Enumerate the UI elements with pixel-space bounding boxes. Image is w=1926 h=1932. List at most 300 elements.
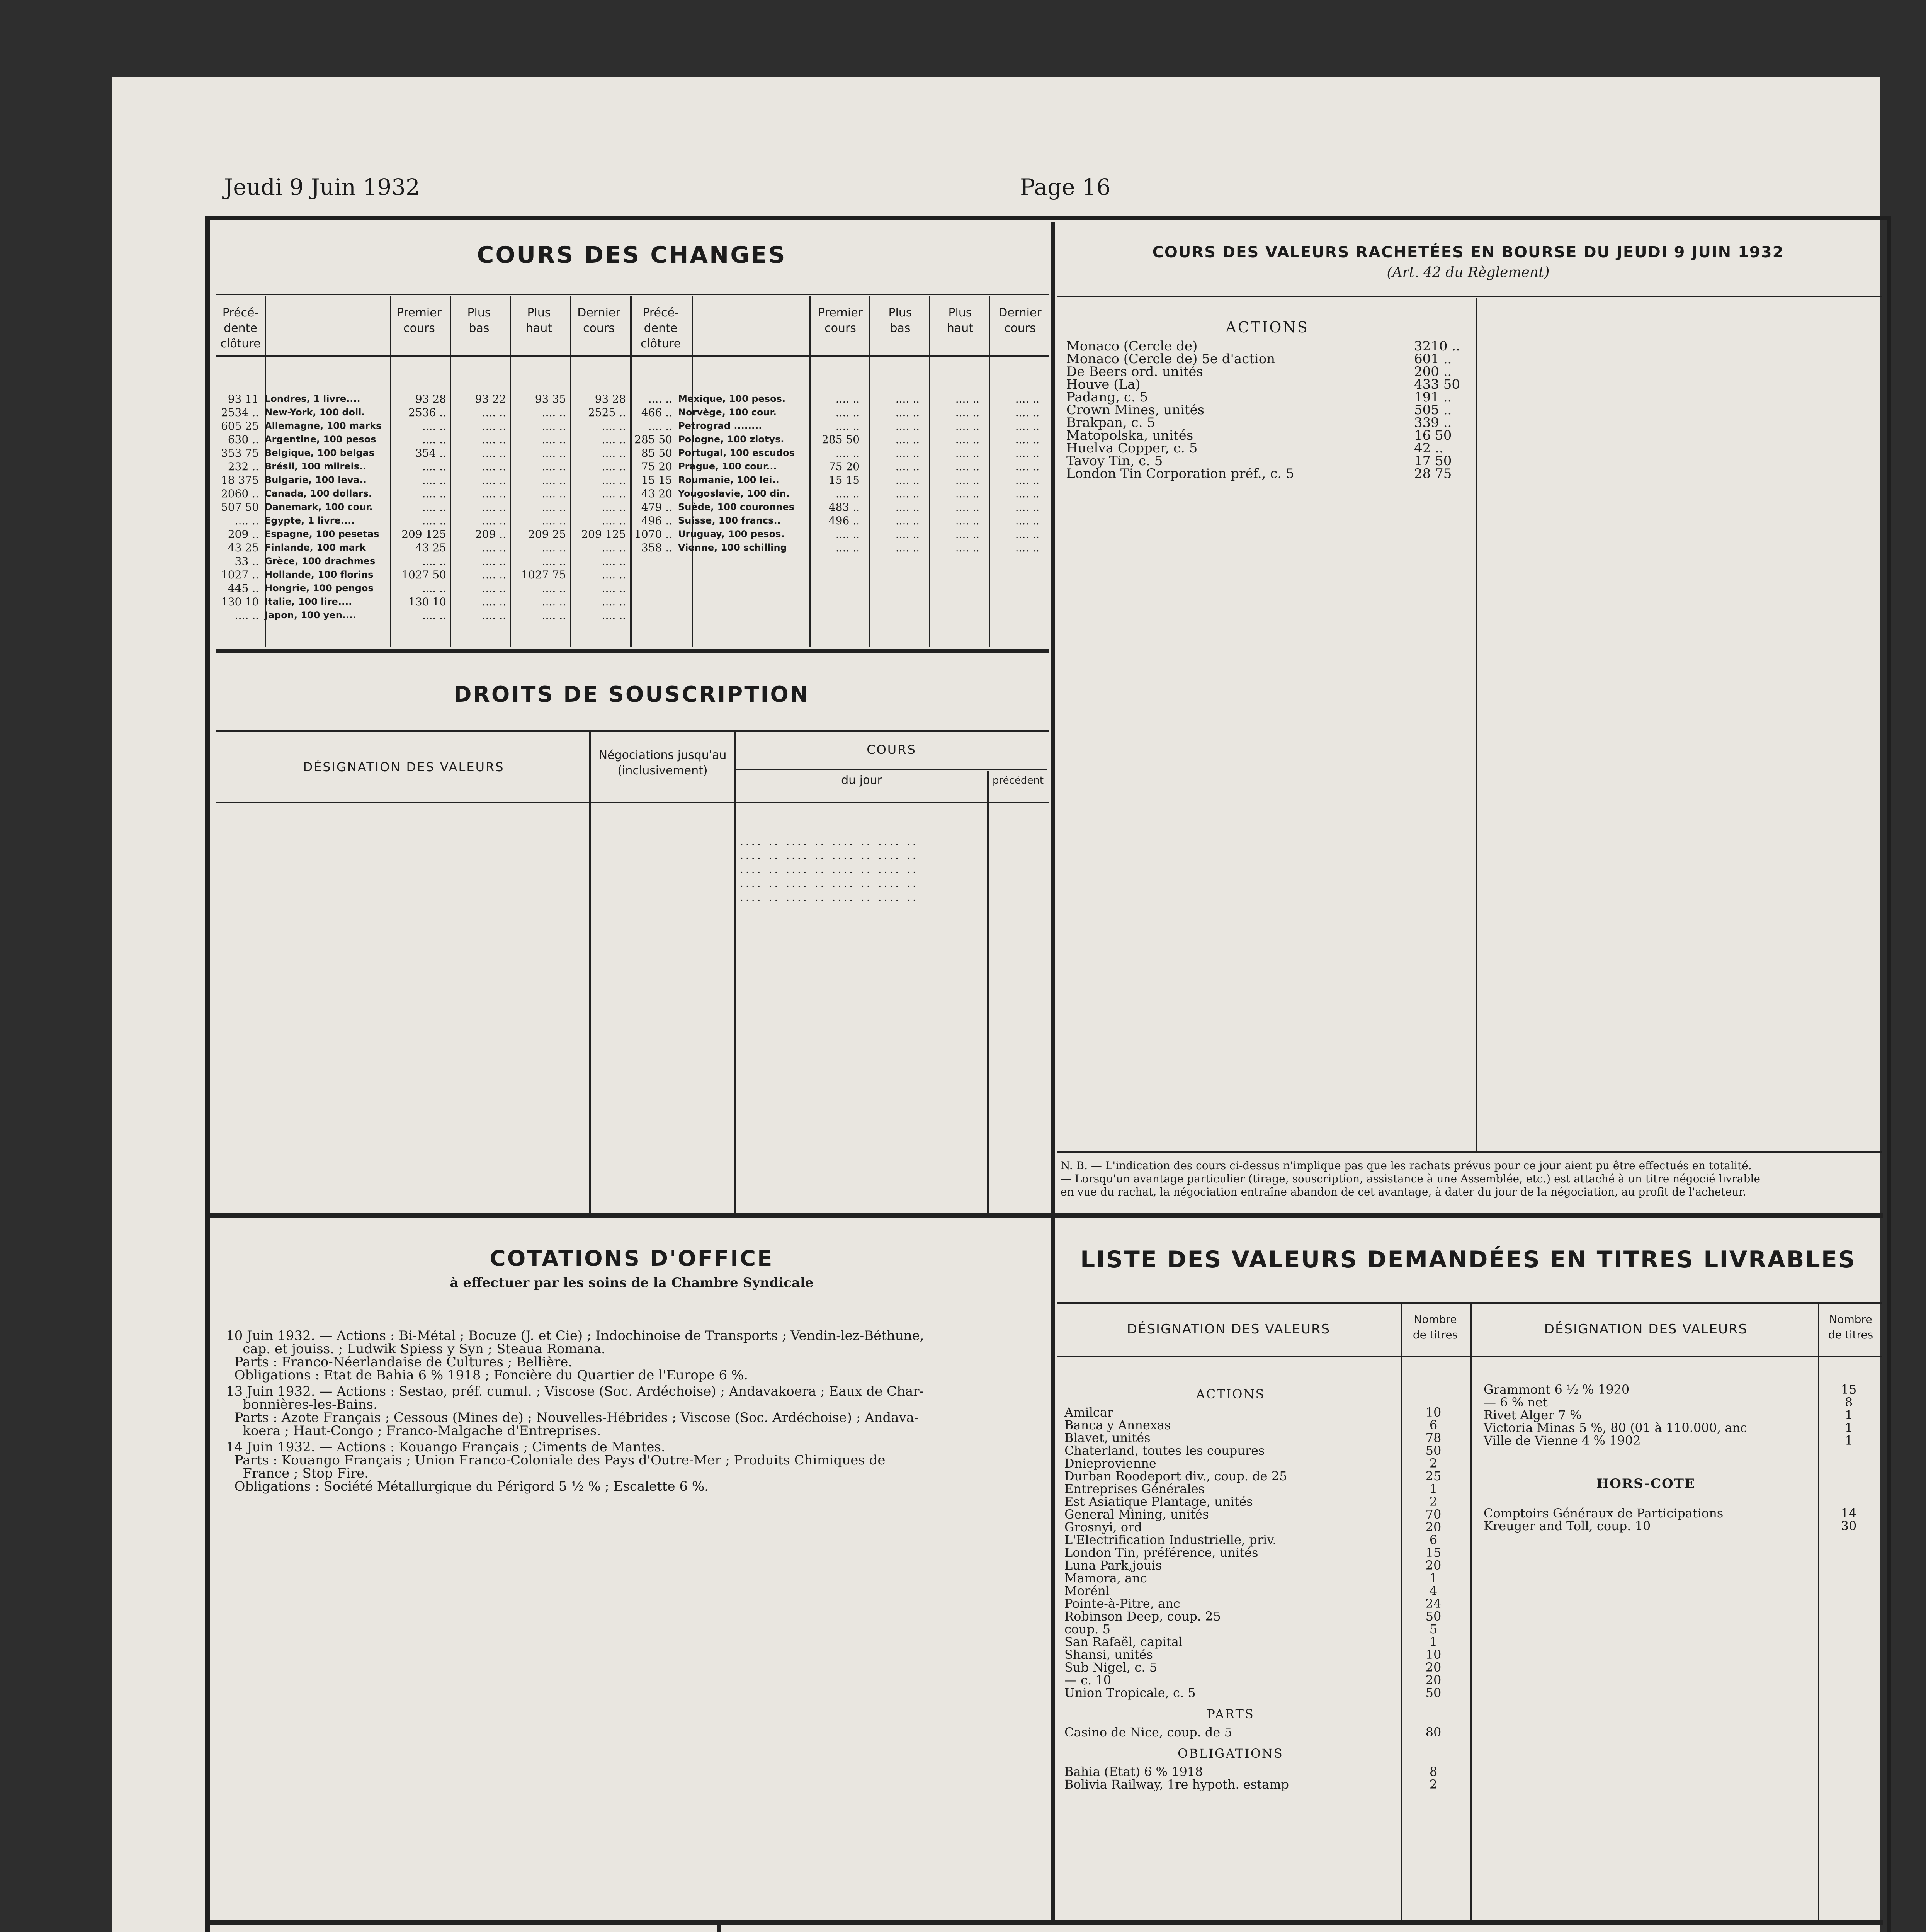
changes-cell: 285 50 (822, 433, 860, 446)
liste-name: Blavet, unités (1064, 1430, 1151, 1445)
cotation-paragraph: 10 Juin 1932. — Actions : Bi-Métal ; Bocuze (J. et Cie) ; Indochinoise de Transports ; Vendin-lez-Béthune, cap. et jouiss. ; Ludwik Spiess y Syn ; Steaua Romana. Parts : Franco-Néerlandaise de Cultures ; Bellière. Obligations : Etat de Bahia 6 % 1918 ; Foncière du Quartier de l'Europe 6 %. (226, 1328, 924, 1383)
rachetee-price: 339 .. (1414, 415, 1452, 430)
liste-section-heading: ACTIONS (1196, 1387, 1265, 1401)
liste-name: Comptoirs Généraux de Participations (1484, 1506, 1724, 1520)
changes-cell: Suède, 100 couronnes (678, 502, 794, 512)
liste-count: 8 (1429, 1764, 1438, 1779)
changes-cell: 605 25 (221, 420, 259, 432)
changes-cell: .... .. (602, 501, 626, 514)
changes-cell: .... .. (955, 474, 979, 486)
liste-count: 10 (1425, 1405, 1442, 1420)
changes-cell: 483 .. (828, 501, 860, 514)
changes-cell: .... .. (482, 406, 506, 419)
changes-cell: 209 .. (228, 528, 259, 541)
liste-left-rows (1064, 1379, 1442, 1792)
table-row (1064, 1685, 1442, 1700)
col-head-premier: Premier cours (396, 306, 442, 335)
liste-name: Chaterland, toutes les coupures (1064, 1443, 1265, 1458)
changes-cell: .... .. (895, 406, 920, 419)
cotations-subtitle: à effectuer par les soins de la Chambre Syndicale (450, 1275, 814, 1291)
liste-count: 6 (1429, 1532, 1438, 1547)
changes-cell: .... .. (422, 420, 446, 432)
rachetee-name: Padang, c. 5 (1066, 389, 1148, 405)
rachetees-note: N. B. — L'indication des cours ci-dessus n'implique pas que les rachats prévus pour ce jour aient pu être effectués en totalité. — Lorsqu'un avantage particulier (tirage, souscription, assistance à une Assemblée, etc.) est attaché à un titre négocié livrable en vue du rachat, la négociation entraîne abandon de cet avantage, à dater du jour de la négociation, au profit de l'acheteur. (1061, 1159, 1760, 1198)
liste-name: Luna Park,jouis (1064, 1558, 1162, 1573)
changes-cell: 43 20 (641, 487, 672, 500)
liste-count: 15 (1841, 1382, 1857, 1397)
liste-col-designation-left: DÉSIGNATION DES VALEURS (1127, 1321, 1331, 1337)
changes-cell: .... .. (602, 568, 626, 581)
rachetee-name: De Beers ord. unités (1066, 364, 1203, 379)
changes-cell: Prague, 100 cour... (678, 461, 777, 472)
changes-cell: .... .. (835, 406, 860, 419)
changes-cell: 93 35 (535, 393, 566, 405)
changes-cell: .... .. (422, 501, 446, 514)
changes-cell: 18 375 (221, 474, 259, 486)
col-head-plus-haut-right: Plus haut (947, 306, 974, 335)
changes-cell: 1027 .. (221, 568, 259, 581)
changes-cell: .... .. (542, 541, 566, 554)
changes-cell: Bulgarie, 100 leva.. (265, 474, 367, 485)
changes-cell: .... .. (895, 514, 920, 527)
changes-cell: 43 25 (228, 541, 259, 554)
changes-cell: .... .. (422, 460, 446, 473)
changes-cell: .... .. (835, 420, 860, 432)
liste-name: Robinson Deep, coup. 25 (1064, 1609, 1221, 1624)
col-head-plus-haut: Plus haut (525, 306, 552, 335)
changes-cell: 479 .. (641, 501, 672, 514)
liste-count: 80 (1425, 1725, 1442, 1740)
col-head-precedente-right: Précé- dente clôture (640, 306, 681, 350)
rachetee-price: 16 50 (1414, 428, 1452, 443)
changes-cell: Belgique, 100 belgas (265, 447, 375, 458)
liste-name: Morénl (1064, 1583, 1110, 1598)
liste-count: 6 (1429, 1418, 1438, 1432)
changes-cell: .... .. (955, 541, 979, 554)
rachetee-price: 601 .. (1414, 351, 1452, 367)
changes-cell: .... .. (482, 609, 506, 622)
changes-cell: Brésil, 100 milreis.. (265, 461, 367, 472)
changes-cell: 15 15 (641, 474, 672, 486)
liste-name: Amilcar (1064, 1405, 1113, 1420)
changes-cell: .... .. (835, 447, 860, 459)
rachetee-name: Huelva Copper, c. 5 (1066, 440, 1198, 456)
changes-cell: 445 .. (228, 582, 259, 595)
changes-cell: .... .. (422, 609, 446, 622)
liste-name: Banca y Annexas (1064, 1418, 1171, 1432)
droits-title: DROITS DE SOUSCRIPTION (454, 682, 810, 707)
liste-name: — 6 % net (1484, 1395, 1548, 1410)
changes-cell: 75 20 (641, 460, 672, 473)
changes-cell: .... .. (955, 393, 979, 405)
table-row (1064, 1777, 1438, 1792)
cotation-paragraph: 13 Juin 1932. — Actions : Sestao, préf. cumul. ; Viscose (Soc. Ardéchoise) ; Andavakoera ; Eaux de Char- bonnières-les-Bains. Parts : Azote Français ; Cessous (Mines de) ; Nouvelles-Hébrides ; Viscose (Soc. Ardéchoise) ; Andava- koera ; Haut-Congo ; Franco-Malgache d'Entreprises. (226, 1384, 924, 1439)
table-row (1064, 1469, 1442, 1483)
changes-cell: .... .. (1015, 474, 1039, 486)
table-row (1064, 1558, 1442, 1573)
rachetee-price: 433 50 (1414, 377, 1460, 392)
changes-cell: .... .. (542, 514, 566, 527)
liste-count: 1 (1844, 1408, 1853, 1422)
liste-section-heading: OBLIGATIONS (1178, 1746, 1283, 1761)
cotations-title: COTATIONS D'OFFICE (490, 1246, 774, 1271)
changes-cell: .... .. (1015, 487, 1039, 500)
rachetee-name: Crown Mines, unités (1066, 402, 1205, 418)
changes-cell: .... .. (602, 541, 626, 554)
changes-cell: .... .. (1015, 433, 1039, 446)
changes-cell: Suisse, 100 francs.. (678, 515, 781, 526)
changes-title: COURS DES CHANGES (477, 242, 787, 269)
changes-cell: .... .. (895, 420, 920, 432)
changes-cell: .... .. (955, 420, 979, 432)
col-head-plus-bas: Plus bas (467, 306, 491, 335)
changes-cell: 496 .. (641, 514, 672, 527)
changes-cell: .... .. (955, 460, 979, 473)
changes-cell: .... .. (422, 514, 446, 527)
liste-count: 1 (1429, 1481, 1438, 1496)
rachetee-name: Brakpan, c. 5 (1066, 415, 1155, 430)
changes-cell: .... .. (895, 474, 920, 486)
changes-cell: .... .. (1015, 514, 1039, 527)
changes-cell: 130 10 (221, 595, 259, 608)
changes-cell: .... .. (602, 474, 626, 486)
changes-cell: 466 .. (641, 406, 672, 419)
liste-name: San Rafaël, capital (1064, 1634, 1183, 1649)
changes-cell: Japon, 100 yen.... (265, 610, 357, 621)
col-head-precedente: Précé- dente clôture (220, 306, 261, 350)
changes-cell: .... .. (648, 393, 672, 405)
col-head-premier-right: Premier cours (818, 306, 863, 335)
changes-cell: .... .. (422, 582, 446, 595)
liste-name: L'Electrification Industrielle, priv. (1064, 1532, 1277, 1547)
rachetees-title: COURS DES VALEURS RACHETÉES EN BOURSE DU JEUDI 9 JUIN 1932 (1152, 243, 1784, 261)
table-row (1064, 1596, 1442, 1611)
liste-count: 20 (1425, 1558, 1442, 1573)
liste-name: Bahia (Etat) 6 % 1918 (1064, 1764, 1203, 1779)
liste-name: General Mining, unités (1064, 1507, 1209, 1522)
changes-cell: 93 22 (475, 393, 506, 405)
changes-cell: .... .. (895, 487, 920, 500)
liste-count: 4 (1429, 1583, 1438, 1598)
liste-count: 50 (1425, 1443, 1442, 1458)
changes-cell: Mexique, 100 pesos. (678, 393, 785, 404)
liste-col-designation-right: DÉSIGNATION DES VALEURS (1544, 1321, 1748, 1337)
changes-cell: .... .. (542, 609, 566, 622)
liste-count: 2 (1429, 1494, 1438, 1509)
rachetee-name: Monaco (Cercle de) (1066, 338, 1198, 354)
changes-cell: .... .. (602, 460, 626, 473)
changes-cell: .... .. (422, 555, 446, 568)
rachetee-price: 191 .. (1414, 389, 1452, 405)
liste-count: 50 (1425, 1609, 1442, 1624)
changes-cell: .... .. (895, 501, 920, 514)
liste-count: 1 (1429, 1571, 1438, 1585)
changes-cell: 43 25 (415, 541, 446, 554)
liste-name: — c. 10 (1064, 1673, 1112, 1687)
changes-cell: .... .. (602, 433, 626, 446)
table-row (1064, 1481, 1438, 1496)
changes-cell: .... .. (542, 555, 566, 568)
liste-section-heading: PARTS (1207, 1707, 1255, 1721)
changes-cell: Egypte, 1 livre.... (265, 515, 355, 526)
droits-col-designation: DÉSIGNATION DES VALEURS (303, 760, 505, 774)
table-row (1064, 1494, 1438, 1509)
table-row (1064, 1647, 1442, 1662)
liste-count: 10 (1425, 1647, 1442, 1662)
liste-col-nombre-right: Nombre de titres (1828, 1313, 1873, 1341)
page-number: Page 16 (1020, 174, 1111, 200)
changes-cell: .... .. (835, 528, 860, 541)
liste-name: Grammont 6 ½ % 1920 (1484, 1382, 1630, 1397)
changes-cell: .... .. (602, 595, 626, 608)
liste-count: 30 (1841, 1519, 1857, 1533)
changes-cell: Italie, 100 lire.... (265, 596, 352, 607)
liste-name: Kreuger and Toll, coup. 10 (1484, 1519, 1651, 1533)
changes-cell: .... .. (482, 420, 506, 432)
changes-cell: .... .. (895, 447, 920, 459)
changes-cell: .... .. (895, 433, 920, 446)
changes-cell: .... .. (602, 514, 626, 527)
liste-title: LISTE DES VALEURS DEMANDÉES EN TITRES LIVRABLES (1080, 1246, 1856, 1273)
table-row (1064, 1725, 1442, 1740)
rachetee-name: Houve (La) (1066, 377, 1141, 392)
liste-name: Entreprises Générales (1064, 1481, 1205, 1496)
rachetees-section: ACTIONS (1226, 319, 1309, 336)
liste-count: 78 (1425, 1430, 1442, 1445)
changes-cell: 130 10 (408, 595, 446, 608)
changes-cell: .... .. (482, 487, 506, 500)
changes-cell: .... .. (542, 595, 566, 608)
changes-cell: .... .. (482, 447, 506, 459)
changes-cell: .... .. (542, 433, 566, 446)
col-head-dernier-right: Dernier cours (998, 306, 1042, 335)
changes-cell: 496 .. (828, 514, 860, 527)
changes-cell: Norvège, 100 cour. (678, 407, 777, 418)
changes-cell: .... .. (602, 447, 626, 459)
changes-cell: .... .. (482, 582, 506, 595)
liste-name: Sub Nigel, c. 5 (1064, 1660, 1158, 1675)
changes-cell: 209 25 (528, 528, 566, 541)
liste-count: 14 (1841, 1506, 1857, 1520)
changes-cell: .... .. (422, 487, 446, 500)
liste-count: 1 (1429, 1634, 1438, 1649)
changes-cell: .... .. (602, 582, 626, 595)
changes-cell: New-York, 100 doll. (265, 407, 365, 418)
changes-cell: 232 .. (228, 460, 259, 473)
changes-cell: Argentine, 100 pesos (265, 434, 376, 445)
changes-cell: .... .. (602, 555, 626, 568)
changes-cell: 507 50 (221, 501, 259, 514)
liste-name: Grosnyi, ord (1064, 1520, 1142, 1534)
changes-cell: .... .. (1015, 460, 1039, 473)
liste-count: 70 (1425, 1507, 1442, 1522)
droits-col-cours: COURS (867, 742, 916, 757)
changes-cell: .... .. (542, 447, 566, 459)
liste-count: 20 (1425, 1520, 1442, 1534)
liste-count: 1 (1844, 1420, 1853, 1435)
changes-cell: 93 11 (228, 393, 259, 405)
changes-cell: .... .. (542, 420, 566, 432)
changes-cell: .... .. (955, 447, 979, 459)
changes-cell: .... .. (1015, 420, 1039, 432)
droits-col-du-jour: du jour (841, 774, 882, 787)
rachetee-name: London Tin Corporation préf., c. 5 (1066, 466, 1294, 481)
rachetee-name: Tavoy Tin, c. 5 (1066, 453, 1163, 469)
changes-cell: 2525 .. (588, 406, 626, 419)
changes-cell: 209 .. (475, 528, 506, 541)
liste-count: 8 (1844, 1395, 1853, 1410)
changes-cell: .... .. (482, 595, 506, 608)
liste-name: Bolivia Railway, 1re hypoth. estamp (1064, 1777, 1289, 1792)
changes-cell: 285 50 (634, 433, 672, 446)
changes-cell: .... .. (542, 474, 566, 486)
hors-cote-heading: HORS-COTE (1596, 1476, 1695, 1492)
changes-cell: .... .. (542, 582, 566, 595)
changes-cell: .... .. (482, 568, 506, 581)
changes-cell: .... .. (1015, 393, 1039, 405)
changes-cell: 209 125 (581, 528, 626, 541)
changes-cell: .... .. (955, 528, 979, 541)
changes-cell: 33 .. (235, 555, 259, 568)
changes-cell: .... .. (955, 433, 979, 446)
table-row (1064, 1609, 1442, 1624)
changes-cell: Espagne, 100 pesetas (265, 529, 379, 539)
changes-cell: 630 .. (228, 433, 259, 446)
table-row (1064, 1405, 1442, 1420)
changes-cell: .... .. (895, 460, 920, 473)
liste-name: Union Tropicale, c. 5 (1064, 1685, 1196, 1700)
col-head-dernier: Dernier cours (577, 306, 620, 335)
changes-cell: .... .. (482, 501, 506, 514)
changes-cell: .... .. (482, 433, 506, 446)
liste-name: coup. 5 (1064, 1622, 1110, 1636)
rachetee-price: 17 50 (1414, 453, 1452, 469)
changes-cell: .... .. (895, 541, 920, 554)
liste-count: 20 (1425, 1660, 1442, 1675)
droits-dotted-values: .... .. .... .. .... .. .... .. .... .. .... .. .... .. .... .. .... .. .... .. .... .. .... .. .... .. .... .. .... .. .... .. .... .. .... .. .... .. .... .. (740, 835, 918, 903)
liste-count: 5 (1429, 1622, 1438, 1636)
changes-cell: Yougoslavie, 100 din. (678, 488, 790, 499)
changes-cell: .... .. (1015, 447, 1039, 459)
liste-count: 2 (1429, 1777, 1438, 1792)
liste-name: Durban Roodeport div., coup. de 25 (1064, 1469, 1287, 1483)
changes-cell: 2060 .. (221, 487, 259, 500)
table-row (1064, 1430, 1442, 1445)
rachetee-price: 200 .. (1414, 364, 1452, 379)
changes-cell: .... .. (482, 474, 506, 486)
changes-cell: Petrograd ........ (678, 420, 762, 431)
rachetee-price: 42 .. (1414, 440, 1443, 456)
droits-col-negociations: Négociations jusqu'au (inclusivement) (598, 748, 727, 777)
changes-cell: .... .. (955, 514, 979, 527)
changes-cell: 209 125 (401, 528, 446, 541)
changes-cell: .... .. (542, 487, 566, 500)
changes-cell: 15 15 (828, 474, 860, 486)
table-row (1064, 1583, 1438, 1598)
changes-cell: .... .. (422, 474, 446, 486)
liste-count: 20 (1425, 1673, 1442, 1687)
table-row (1064, 1764, 1438, 1779)
rachetee-price: 28 75 (1414, 466, 1452, 481)
changes-cell: Grèce, 100 drachmes (265, 556, 376, 566)
changes-cell: .... .. (482, 514, 506, 527)
page-date: Jeudi 9 Juin 1932 (224, 174, 420, 200)
liste-name: Mamora, anc (1064, 1571, 1147, 1585)
changes-cell: .... .. (235, 609, 259, 622)
liste-name: Shansi, unités (1064, 1647, 1153, 1662)
liste-count: 15 (1425, 1545, 1442, 1560)
changes-cell: 93 28 (595, 393, 626, 405)
changes-cell: 75 20 (828, 460, 860, 473)
changes-cell: .... .. (1015, 406, 1039, 419)
changes-cell: .... .. (602, 420, 626, 432)
liste-name: Pointe-à-Pitre, anc (1064, 1596, 1180, 1611)
table-row (1064, 1520, 1442, 1534)
liste-name: Rivet Alger 7 % (1484, 1408, 1582, 1422)
liste-count: 1 (1844, 1433, 1853, 1448)
changes-cell: 353 75 (221, 447, 259, 459)
changes-cell: Canada, 100 dollars. (265, 488, 372, 499)
liste-name: Casino de Nice, coup. de 5 (1064, 1725, 1232, 1740)
liste-col-nombre-left: Nombre de titres (1413, 1313, 1458, 1341)
rachetee-price: 505 .. (1414, 402, 1452, 418)
changes-cell: .... .. (648, 420, 672, 432)
rachetees-subtitle: (Art. 42 du Règlement) (1387, 265, 1550, 281)
cotations-paragraphs (226, 1329, 1041, 1496)
liste-name: Ville de Vienne 4 % 1902 (1484, 1433, 1641, 1448)
changes-cell: Hollande, 100 florins (265, 569, 374, 580)
changes-cell: Pologne, 100 zlotys. (678, 434, 784, 445)
table-row (1064, 1507, 1442, 1522)
changes-cell: Danemark, 100 cour. (265, 502, 373, 512)
changes-cell: Portugal, 100 escudos (678, 447, 795, 458)
changes-cell: 1027 75 (521, 568, 566, 581)
rachetee-name: Matopolska, unités (1066, 428, 1193, 443)
rachetee-name: Monaco (Cercle de) 5e d'action (1066, 351, 1275, 367)
changes-cell: Finlande, 100 mark (265, 542, 366, 553)
changes-cell: 1070 .. (634, 528, 672, 541)
changes-cell: .... .. (482, 555, 506, 568)
changes-cell: .... .. (895, 528, 920, 541)
liste-count: 25 (1425, 1469, 1442, 1483)
liste-name: Est Asiatique Plantage, unités (1064, 1494, 1253, 1509)
changes-cell: .... .. (1015, 541, 1039, 554)
changes-cell: 85 50 (641, 447, 672, 459)
changes-cell: .... .. (482, 460, 506, 473)
changes-cell: 1027 50 (401, 568, 446, 581)
table-row (1064, 1456, 1438, 1471)
table-row (1064, 1418, 1438, 1432)
table-row (1064, 1622, 1438, 1636)
changes-cell: .... .. (542, 460, 566, 473)
table-row (1064, 1673, 1442, 1687)
changes-cell: Hongrie, 100 pengos (265, 583, 374, 594)
rachetee-price: 3210 .. (1414, 338, 1460, 354)
changes-cell: Uruguay, 100 pesos. (678, 529, 785, 539)
table-row (1064, 1571, 1438, 1585)
changes-cell: .... .. (482, 541, 506, 554)
liste-count: 24 (1425, 1596, 1442, 1611)
changes-cell: .... .. (1015, 528, 1039, 541)
droits-col-precedent: précédent (992, 775, 1044, 786)
changes-cell: Allemagne, 100 marks (265, 420, 382, 431)
changes-cell: Vienne, 100 schilling (678, 542, 787, 553)
changes-cell: .... .. (542, 501, 566, 514)
changes-cell: .... .. (422, 433, 446, 446)
changes-cell: .... .. (955, 487, 979, 500)
changes-cell: .... .. (602, 609, 626, 622)
table-row (1064, 1545, 1442, 1560)
